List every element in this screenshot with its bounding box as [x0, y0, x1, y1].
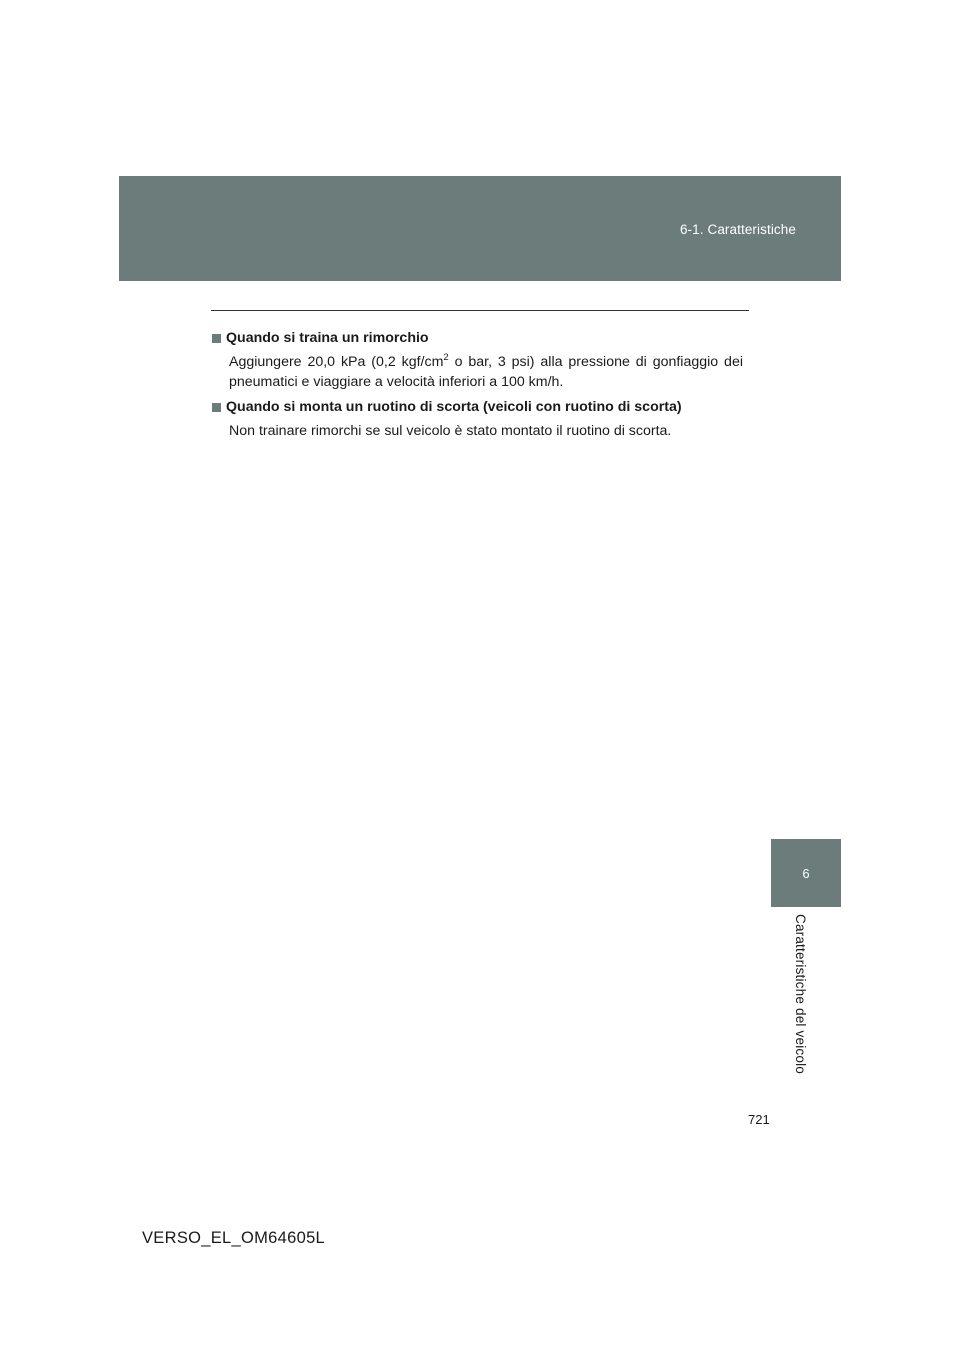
content	[212, 328, 743, 446]
paragraph-text-before-sup: Aggiungere 20,0 kPa (0,2 kgf/cm	[229, 354, 444, 370]
paragraph-trailer	[229, 352, 743, 392]
chapter-number: 6	[802, 865, 810, 881]
header-band	[119, 176, 841, 281]
heading-text: Quando si traina un rimorchio	[226, 330, 429, 346]
page-number: 721	[748, 1112, 770, 1127]
section-heading-trailer	[212, 328, 743, 348]
square-bullet-icon	[212, 334, 221, 343]
superscript: 2	[443, 352, 449, 363]
paragraph-text-after-sup: o bar, 3 psi) alla pressione di gonfiaggio dei pneumatici e viaggiare a velocità inferiori a 100 km/h.	[229, 354, 743, 390]
section-divider	[211, 310, 749, 311]
chapter-title-vertical: Caratteristiche del veicolo	[793, 914, 808, 1074]
square-bullet-icon	[212, 403, 221, 412]
document-code: VERSO_EL_OM64605L	[142, 1229, 326, 1247]
section-heading-spare-tire	[212, 397, 743, 417]
section-title: 6-1. Caratteristiche	[679, 222, 796, 237]
paragraph-spare-tire: Non trainare rimorchi se sul veicolo è stato montato il ruotino di scorta.	[229, 423, 672, 439]
chapter-tab	[771, 839, 841, 907]
heading-text: Quando si monta un ruotino di scorta (veicoli con ruotino di scorta)	[226, 399, 682, 415]
